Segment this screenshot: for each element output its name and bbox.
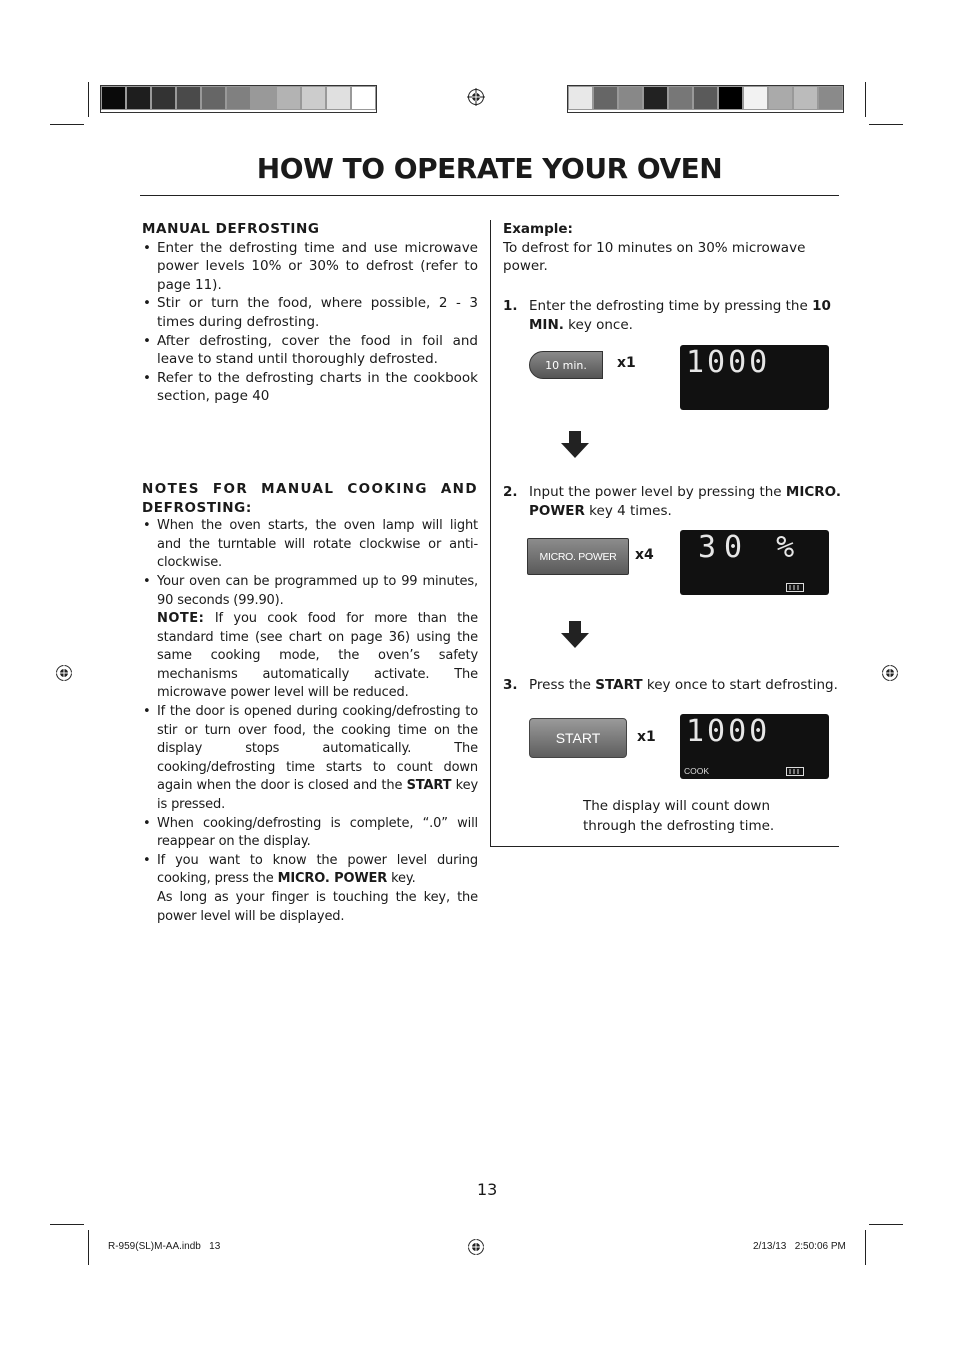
oven-display — [680, 714, 829, 779]
list-item: • Refer to the defrosting charts in the cookbook section, page 40 — [142, 369, 478, 406]
press-count: x1 — [617, 355, 636, 371]
crop-mark — [865, 1230, 866, 1265]
display-caption — [583, 797, 774, 836]
crop-mark — [50, 124, 84, 125]
list-item-text: key is pressed. — [157, 778, 478, 813]
step-number: 2. — [503, 484, 518, 500]
example-block — [503, 220, 841, 276]
color-calibration-bar-left — [100, 85, 377, 113]
step-text — [529, 676, 841, 695]
title-rule — [140, 195, 839, 196]
step-2 — [503, 483, 841, 520]
press-count: x1 — [637, 729, 656, 745]
crop-mark — [88, 82, 89, 117]
notes-list — [142, 517, 478, 926]
down-arrow-icon — [560, 431, 590, 459]
step-1 — [503, 297, 841, 334]
crop-mark — [50, 1224, 84, 1225]
box-bottom-rule — [490, 846, 839, 847]
defrost-indicator-icon — [786, 583, 804, 592]
oven-display — [680, 530, 829, 595]
display-readout: 1000 — [686, 714, 771, 749]
list-item: • After defrosting, cover the food in foil and leave to stand until thoroughly defrosted. — [142, 332, 478, 369]
step-text-part: key 4 times. — [584, 502, 672, 519]
defrost-indicator-icon — [786, 767, 804, 776]
step-text — [529, 483, 841, 520]
step-text-part: Enter the defrosting time by pressing the — [529, 298, 813, 314]
step-text-part: Press the — [529, 677, 596, 693]
registration-mark-icon — [881, 664, 899, 682]
micro-power-key-ref: MICRO. POWER — [277, 871, 388, 887]
example-text: To defrost for 10 minutes on 30% microwave power. — [503, 239, 806, 275]
crop-mark — [865, 82, 866, 117]
list-item-text: As long as your finger is touching the key, the power level will be displayed. — [157, 890, 478, 924]
color-calibration-bar-right — [567, 85, 844, 113]
manual-defrosting-list — [142, 239, 478, 406]
display-readout: 30 % — [698, 530, 803, 565]
page-number: 13 — [477, 1180, 498, 1199]
ten-min-key-button[interactable] — [529, 351, 603, 379]
crop-mark — [869, 1224, 903, 1225]
ten-min-key-ref: 10 MIN. — [529, 298, 831, 333]
list-item: • When the oven starts, the oven lamp will light and the turntable will rotate clockwise or anti-clockwise. — [142, 517, 478, 573]
list-item — [142, 703, 478, 815]
start-key-button[interactable] — [529, 718, 627, 758]
list-item: • Stir or turn the food, where possible, 2 - 3 times during defrosting. — [142, 294, 478, 331]
page-title: HOW TO OPERATE YOUR OVEN — [256, 152, 723, 185]
notes-heading-line2: DEFROSTING: — [142, 499, 252, 516]
registration-mark-icon — [467, 88, 485, 106]
list-item-text: Your oven can be programmed up to 99 minutes, 90 seconds (99.90). — [157, 573, 478, 608]
oven-display — [680, 345, 829, 410]
step-3 — [503, 676, 841, 695]
step-text-part: Input the power level by pressing the — [529, 484, 786, 500]
step-text-part: key once to start defrosting. — [642, 677, 838, 693]
start-key-ref: START — [406, 778, 452, 794]
key-label: 10 min. — [545, 358, 587, 372]
column-divider — [490, 220, 491, 846]
caption-line: The display will count down — [583, 798, 771, 814]
list-item-text: key. — [387, 871, 416, 887]
caption-line: through the defrosting time. — [583, 817, 775, 834]
note-text: If you cook food for more than the standard time (see chart on page 36) using the same cooking mode, the oven’s safety mechanisms automatically activate. The microwave power level will be reduced. — [157, 611, 478, 701]
footer-timestamp: 2/13/13 2:50:06 PM — [753, 1241, 846, 1252]
step-number: 3. — [503, 677, 518, 693]
key-label: START — [555, 730, 601, 746]
left-column — [142, 220, 478, 926]
list-item — [142, 852, 478, 926]
list-item-text: If the door is opened during cooking/defrosting to stir or turn over food, the cooking time on the display stops automatically. The cooking/defrosting time starts to count down again when the door is closed and the — [157, 704, 478, 794]
cook-indicator: COOK — [684, 766, 710, 776]
step-text — [529, 297, 841, 334]
section-heading-notes — [142, 480, 478, 499]
start-key-ref: START — [595, 677, 643, 693]
crop-mark — [88, 1230, 89, 1265]
section-heading-manual-defrosting: MANUAL DEFROSTING — [142, 221, 320, 237]
registration-mark-icon — [55, 664, 73, 682]
press-count: x4 — [635, 547, 654, 563]
footer-file-info: R-959(SL)M-AA.indb 13 — [108, 1241, 221, 1252]
example-label: Example: — [503, 221, 573, 237]
notes-heading-line1: NOTES FOR MANUAL COOKING AND — [142, 480, 478, 497]
list-item: • When cooking/defrosting is complete, “.0” will reappear on the display. — [142, 815, 478, 852]
key-label: MICRO. POWER — [539, 550, 617, 563]
list-item: • Enter the defrosting time and use microwave power levels 10% or 30% to defrost (refer to page 11). — [142, 239, 478, 295]
micro-power-key-button[interactable] — [527, 538, 629, 575]
micro-power-key-ref: MICRO. POWER — [529, 484, 841, 519]
note-label: NOTE: — [157, 611, 205, 627]
list-item-text: If you want to know the power level during cooking, press the — [157, 852, 478, 887]
list-item — [142, 573, 478, 703]
registration-mark-icon — [467, 1238, 485, 1256]
step-number: 1. — [503, 298, 518, 314]
crop-mark — [869, 124, 903, 125]
down-arrow-icon — [560, 621, 590, 649]
step-text-part: key once. — [563, 316, 633, 333]
display-readout: 1000 — [686, 345, 771, 380]
